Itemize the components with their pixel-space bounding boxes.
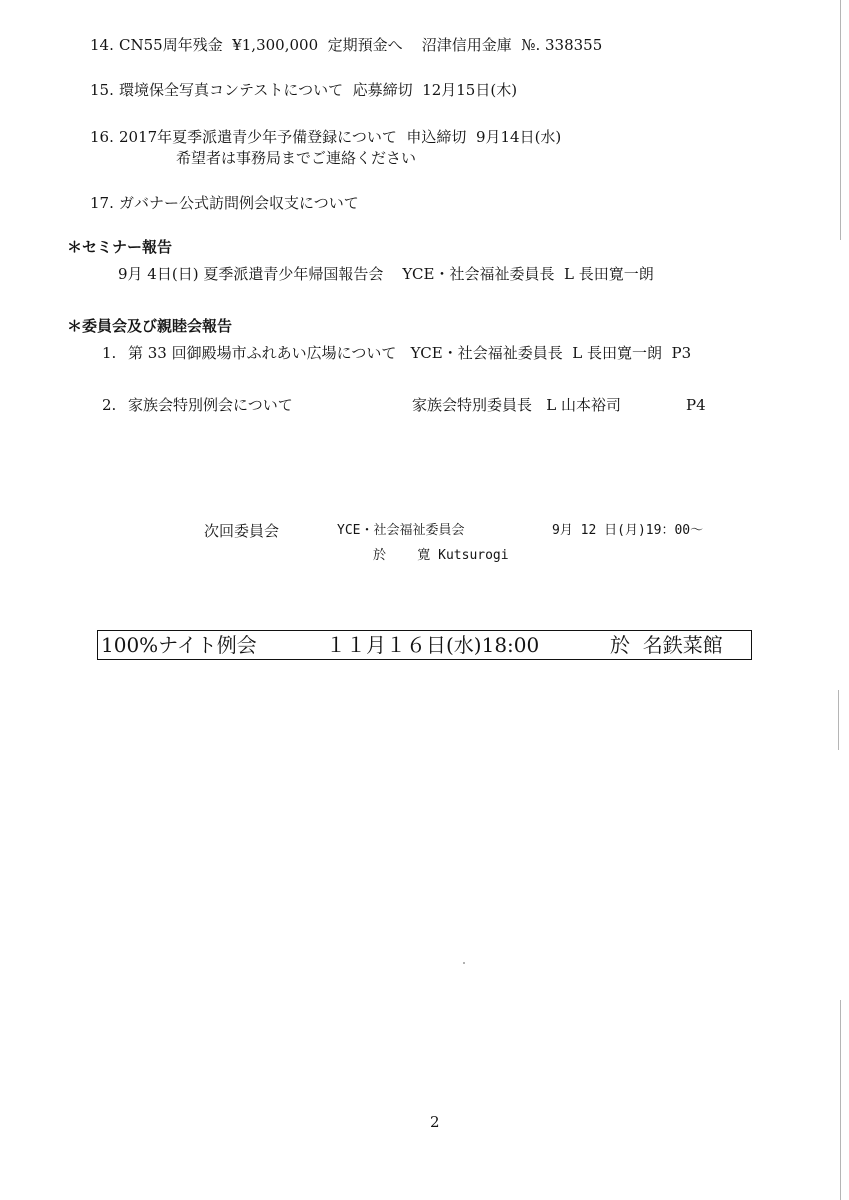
next-meeting-datetime: 9月 12 日(月)19：00～ <box>552 523 704 538</box>
item-text-15: 環境保全写真コンテストについて 応募締切 12月15日(木) <box>119 81 518 99</box>
page-number: 2 <box>430 1113 440 1131</box>
scan-edge-line <box>838 690 839 750</box>
next-meeting-committee: YCE・社会福祉委員会 <box>337 523 465 538</box>
committee-row-page-2: P4 <box>686 396 706 414</box>
banner-date: １１月１６日(水)18:00 <box>326 633 540 657</box>
seminar-line: 9月 4日(日) 夏季派遣青少年帰国報告会 YCE・社会福祉委員長 L 長田寛一朗 <box>118 265 654 283</box>
seminar-heading: ＊セミナー報告 <box>67 238 173 256</box>
committee-row-text-1: 第 33 回御殿場市ふれあい広場について YCE・社会福祉委員長 L 長田寛一朗 P3 <box>128 344 692 362</box>
next-meeting-venue: 於 寛 Kutsurogi <box>373 548 509 563</box>
item-number-16: 16. <box>90 128 114 146</box>
item-text-17: ガバナー公式訪問例会収支について <box>119 194 359 212</box>
committee-row-text-2: 家族会特別例会について <box>128 396 293 414</box>
committee-row-person-2: 家族会特別委員長 L 山本裕司 <box>412 396 622 414</box>
scan-edge-line <box>840 0 841 240</box>
scan-speck <box>463 962 465 964</box>
item-number-15: 15. <box>90 81 114 99</box>
next-meeting-label: 次回委員会 <box>204 522 280 540</box>
banner-venue: 於 名鉄菜館 <box>610 633 723 657</box>
committee-row-number-2: 2. <box>102 396 117 414</box>
item-note-16: 希望者は事務局までご連絡ください <box>176 149 417 167</box>
committee-row-number-1: 1. <box>102 344 117 362</box>
night-meeting-banner <box>97 630 752 660</box>
item-number-17: 17. <box>90 194 114 212</box>
item-text-16: 2017年夏季派遣青少年予備登録について 申込締切 9月14日(水) <box>119 128 562 146</box>
banner-title: 100%ナイト例会 <box>101 633 257 657</box>
scan-edge-line <box>840 1000 841 1200</box>
item-number-14: 14. <box>90 36 114 54</box>
committee-heading: ＊委員会及び親睦会報告 <box>67 317 233 335</box>
item-text-14: CN55周年残金 ¥1,300,000 定期預金へ 沼津信用金庫 №. 338355 <box>119 36 603 54</box>
